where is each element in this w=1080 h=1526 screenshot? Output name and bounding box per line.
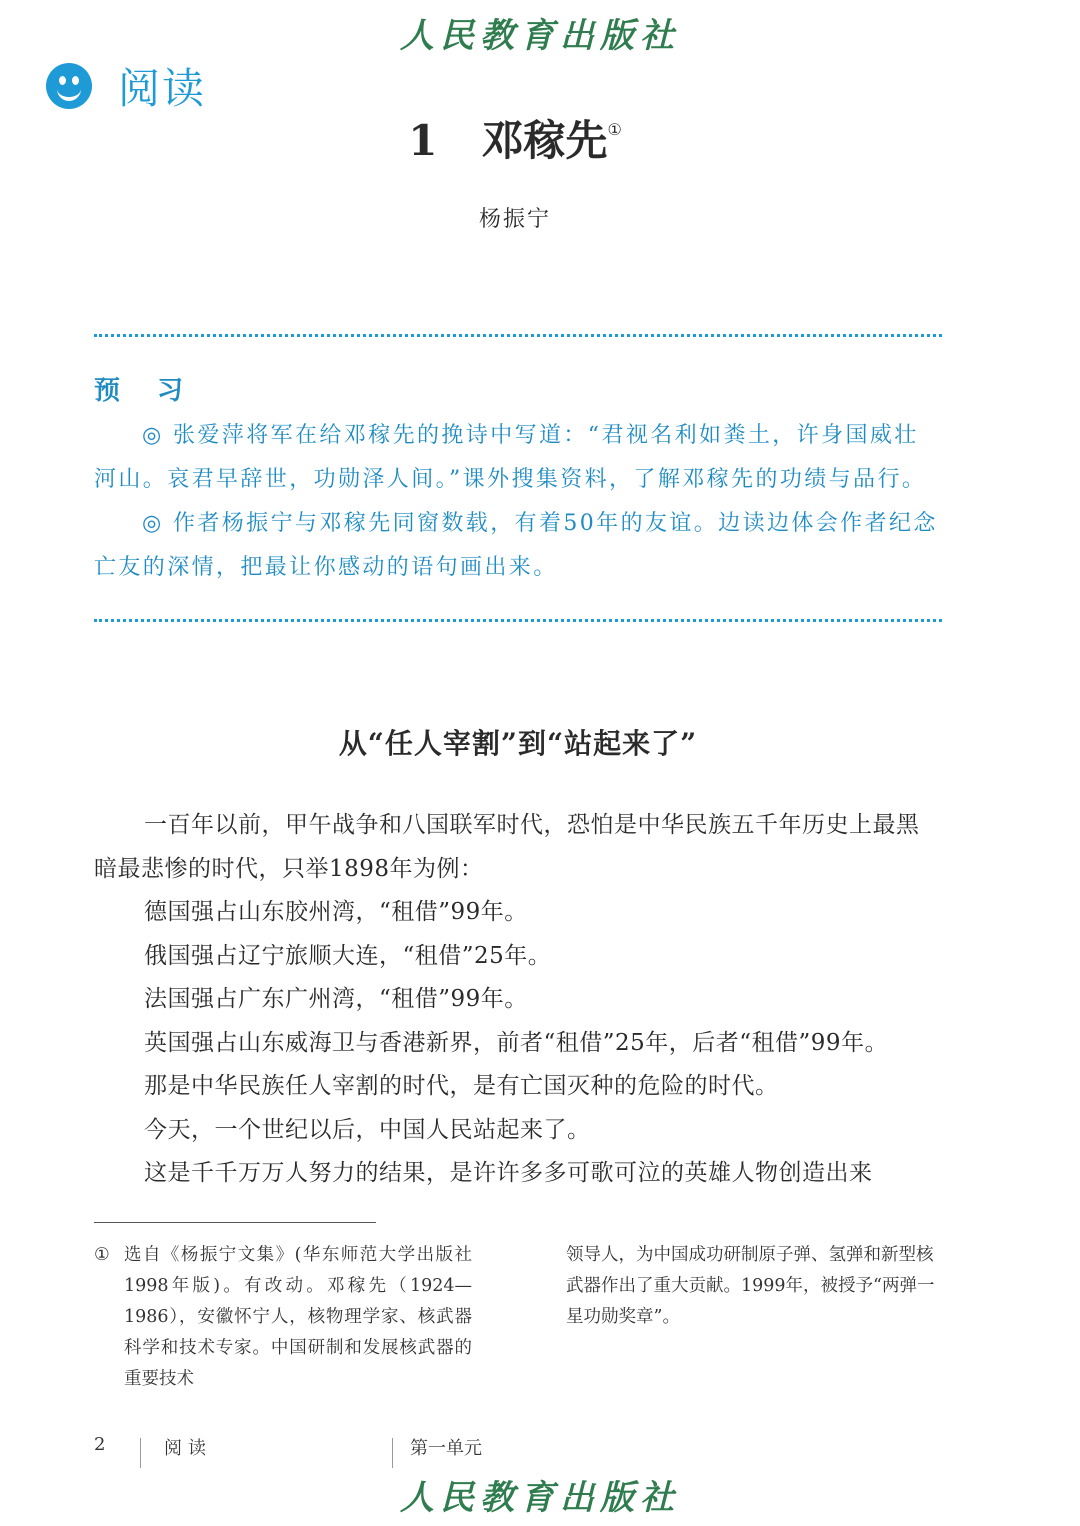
footer-divider: [140, 1438, 141, 1468]
article-body: [94, 804, 942, 1196]
section-label: 阅读: [118, 64, 207, 113]
preview-box: [94, 414, 942, 590]
paragraph: 一百年以前，甲午战争和八国联军时代，恐怕是中华民族五千年历史上最黑暗最悲惨的时代，只举1898年为例：: [94, 812, 920, 882]
dotted-divider-bottom: [94, 619, 942, 622]
footer-divider: [392, 1438, 393, 1468]
lesson-title-text: 邓稼先: [481, 116, 608, 165]
paragraph: 今天，一个世纪以后，中国人民站起来了。: [144, 1116, 591, 1143]
footer-section: 阅读: [164, 1438, 212, 1459]
footer-unit: 第一单元: [410, 1438, 482, 1459]
paragraph: 俄国强占辽宁旅顺大连，“租借”25年。: [144, 942, 552, 969]
lesson-number: 1: [408, 116, 438, 165]
preview-heading: 预 习: [94, 376, 198, 406]
footnote-text-left: 选自《杨振宁文集》(华东师范大学出版社1998年版)。有改动。邓稼先（1924—1986），安徽怀宁人，核物理学家、核武器科学和技术专家。中国研制和发展核武器的重要技术: [124, 1245, 472, 1389]
publisher-footer: 人民教育出版社: [400, 1478, 680, 1518]
preview-item: ◎ 作者杨振宁与邓稼先同窗数载，有着50年的友谊。边读边体会作者纪念亡友的深情，把最让你感动的语句画出来。: [94, 511, 938, 580]
page-number: 2: [94, 1434, 106, 1455]
footnote-mark: ①: [94, 1245, 110, 1265]
paragraph: 这是千千万万人努力的结果，是许许多多可歌可泣的英雄人物创造出来: [144, 1160, 873, 1186]
footnote-rule: [94, 1222, 376, 1223]
subheading: 从“任人宰割”到“站起来了”: [338, 727, 698, 760]
footnote-column-left: [94, 1240, 472, 1395]
paragraph: 英国强占山东威海卫与香港新界，前者“租借”25年，后者“租借”99年。: [144, 1029, 889, 1056]
paragraph: 德国强占山东胶州湾，“租借”99年。: [144, 899, 528, 925]
lesson-title: [0, 108, 1030, 168]
footnote-reference: ①: [607, 120, 622, 139]
dotted-divider-top: [94, 334, 942, 337]
section-header: [46, 56, 206, 116]
paragraph: 法国强占广东广州湾，“租借”99年。: [144, 986, 528, 1012]
preview-item: ◎ 张爱萍将军在给邓稼先的挽诗中写道：“君视名利如粪土，许身国威壮河山。哀君早辞世，功勋泽人间。”课外搜集资料，了解邓稼先的功绩与品行。: [94, 423, 927, 492]
footnote-text-right: 领导人，为中国成功研制原子弹、氢弹和新型核武器作出了重大贡献。1999年，被授予“两弹一星功勋奖章”。: [566, 1245, 935, 1327]
paragraph: 那是中华民族任人宰割的时代，是有亡国灭种的危险的时代。: [144, 1073, 779, 1099]
smiley-face-icon: [46, 63, 92, 109]
author-name: 杨振宁: [478, 207, 551, 232]
publisher-header: 人民教育出版社: [400, 16, 680, 56]
footnote-column-right: [566, 1240, 944, 1333]
